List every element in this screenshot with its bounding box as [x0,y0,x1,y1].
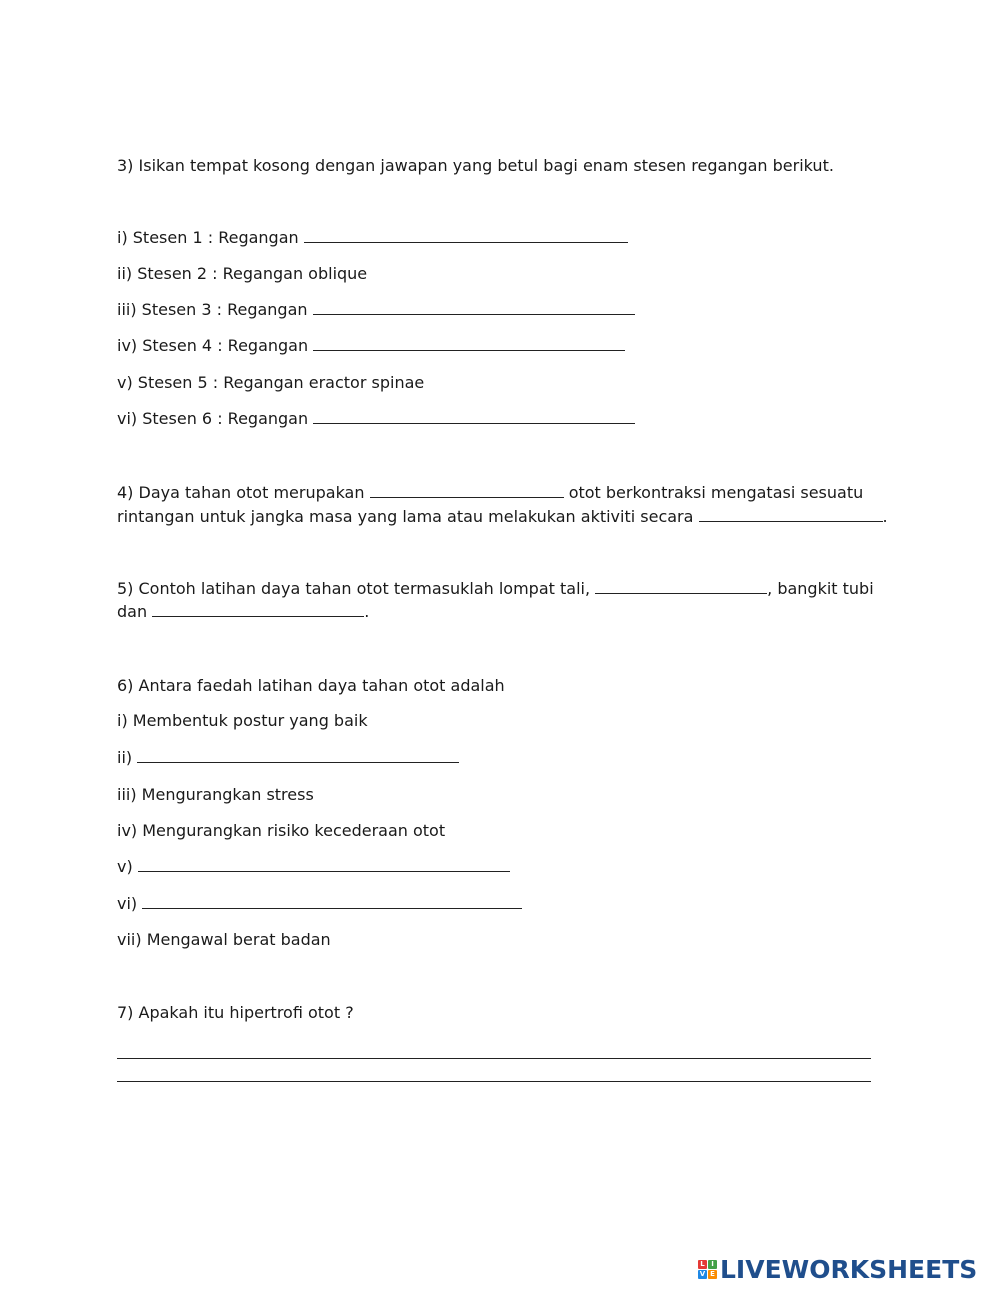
q6-item-7-label: vii) Mengawal berat badan [117,930,331,949]
q4-text-2: otot berkontraksi mengatasi sesuatu [568,483,864,502]
q6-item-2-label: ii) [117,748,133,767]
q5-line-1 [117,578,874,600]
q3-item-1 [117,227,628,249]
q4-blank-1[interactable] [370,482,564,498]
q5-end: . [364,602,370,621]
q4-line-1 [117,482,863,504]
q6-item-1-label: i) Membentuk postur yang baik [117,711,368,730]
q6-prompt: 6) Antara faedah latihan daya tahan otot adalah [117,676,505,695]
q3-item-5 [117,372,424,394]
q3-blank-1[interactable] [304,227,628,243]
q3-item-1-label: i) Stesen 1 : Regangan [117,228,299,247]
q5-text-2: , bangkit tubi [767,579,874,598]
q4-end: . [882,507,888,526]
q6-item-2 [117,747,459,769]
q6-item-6-label: vi) [117,894,138,913]
q3-blank-3[interactable] [313,299,635,315]
logo-letter-e: E [708,1270,717,1279]
q3-blank-6[interactable] [313,408,635,424]
q6-item-3-label: iii) Mengurangkan stress [117,785,314,804]
q4-line-2 [117,506,888,528]
q6-item-6 [117,893,522,915]
logo-text: LIVEWORKSHEETS [720,1255,978,1284]
q3-item-4-label: iv) Stesen 4 : Regangan [117,336,309,355]
q7-answer-line-1[interactable] [117,1058,871,1059]
q7-answer-line-2[interactable] [117,1081,871,1082]
q3-item-6-label: vi) Stesen 6 : Regangan [117,409,309,428]
q6-blank-2[interactable] [137,747,459,763]
q4-text-1: 4) Daya tahan otot merupakan [117,483,365,502]
q5-line-2 [117,601,369,623]
q5-text-3: dan [117,602,148,621]
q6-blank-6[interactable] [142,893,522,909]
logo-icon [698,1260,717,1279]
q7-prompt: 7) Apakah itu hipertrofi otot ? [117,1003,354,1022]
q4-text-3: rintangan untuk jangka masa yang lama atau melakukan aktiviti secara [117,507,694,526]
q5-blank-2[interactable] [152,601,364,617]
q6-item-4 [117,820,445,842]
q3-item-5-label: v) Stesen 5 : Regangan eractor spinae [117,373,425,392]
q3-item-3 [117,299,635,321]
q3-prompt: 3) Isikan tempat kosong dengan jawapan yang betul bagi enam stesen regangan berikut. [117,156,834,175]
logo-letter-i: I [708,1260,717,1269]
logo-letter-l: L [698,1260,707,1269]
q3-item-4 [117,335,625,357]
q6-item-5-label: v) [117,857,133,876]
liveworksheets-logo [698,1255,977,1284]
q5-text-1: 5) Contoh latihan daya tahan otot termasuklah lompat tali, [117,579,591,598]
q6-item-5 [117,856,510,878]
q6-item-1 [117,710,368,732]
q3-item-3-label: iii) Stesen 3 : Regangan [117,300,308,319]
q6-blank-5[interactable] [138,856,510,872]
q3-item-2-label: ii) Stesen 2 : Regangan oblique [117,264,368,283]
q3-item-2 [117,263,367,285]
q6-item-4-label: iv) Mengurangkan risiko kecederaan otot [117,821,446,840]
q3-item-6 [117,408,635,430]
q5-blank-1[interactable] [595,578,767,594]
q4-blank-2[interactable] [699,506,883,522]
q3-blank-4[interactable] [313,335,625,351]
q6-item-7 [117,929,331,951]
q6-item-3 [117,784,314,806]
logo-letter-v: V [699,1270,706,1278]
